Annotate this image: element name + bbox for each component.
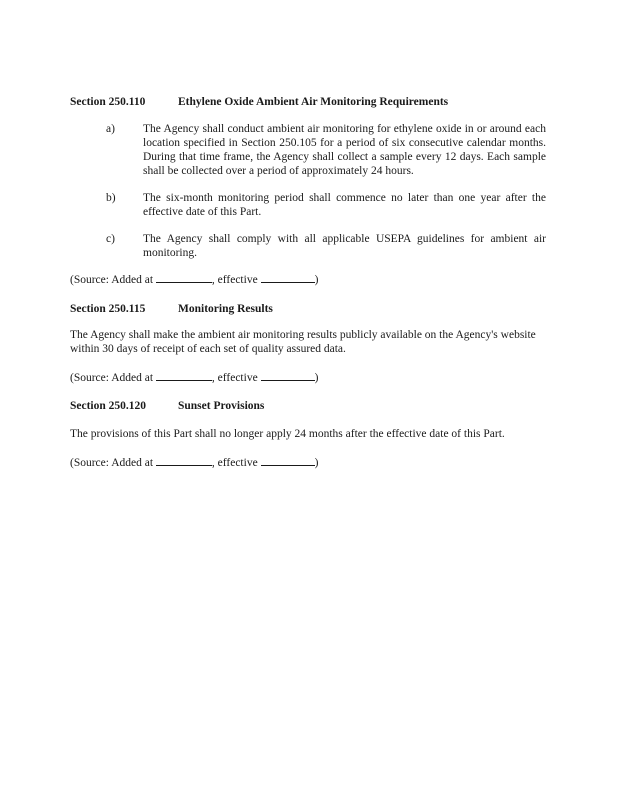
source-prefix: (Source: Added at (70, 274, 154, 286)
blank-line (156, 272, 212, 283)
source-suffix: ) (314, 457, 319, 469)
section-title: Ethylene Oxide Ambient Air Monitoring Requirements (178, 96, 449, 108)
section-number: Section 250.115 (70, 303, 146, 315)
list-item-c (106, 232, 546, 260)
blank-line (261, 370, 315, 381)
source-prefix: (Source: Added at (70, 372, 154, 384)
section-number: Section 250.120 (70, 400, 147, 412)
item-text: The six-month monitoring period shall commence no later than one year after the effective date of this Part. (143, 192, 546, 218)
source-mid: , effective (211, 372, 258, 384)
source-note-120 (70, 455, 318, 470)
blank-line (156, 455, 212, 466)
source-prefix: (Source: Added at (70, 457, 154, 469)
item-text: The Agency shall conduct ambient air monitoring for ethylene oxide in or around each location specified in Section 250.105 for a period of six consecutive calendar months. During that time frame, the Agency shall collect a sample every 12 days. Each sample shall be collected over a period of approximately 24 hours. (143, 123, 546, 177)
item-marker: a) (106, 123, 115, 135)
section-number: Section 250.110 (70, 96, 146, 108)
list-item-a (106, 122, 546, 178)
section-250-110-heading (70, 95, 448, 109)
section-120-body: The provisions of this Part shall no longer apply 24 months after the effective date of this Part. (70, 428, 505, 440)
section-115-body: The Agency shall make the ambient air monitoring results publicly available on the Agency's website within 30 days of receipt of each set of quality assured data. (70, 329, 536, 355)
source-mid: , effective (211, 457, 258, 469)
source-suffix: ) (314, 372, 319, 384)
blank-line (261, 455, 315, 466)
section-250-120-heading (70, 399, 264, 413)
blank-line (156, 370, 212, 381)
source-suffix: ) (314, 274, 319, 286)
section-250-115-heading (70, 302, 273, 316)
section-title: Sunset Provisions (178, 400, 265, 412)
section-title: Monitoring Results (178, 303, 273, 315)
source-note-115 (70, 370, 318, 385)
list-item-b (106, 191, 546, 219)
item-marker: c) (106, 233, 115, 245)
item-marker: b) (106, 192, 116, 204)
source-note-110 (70, 272, 318, 287)
source-mid: , effective (211, 274, 258, 286)
blank-line (261, 272, 315, 283)
item-text: The Agency shall comply with all applicable USEPA guidelines for ambient air monitoring. (143, 233, 546, 259)
